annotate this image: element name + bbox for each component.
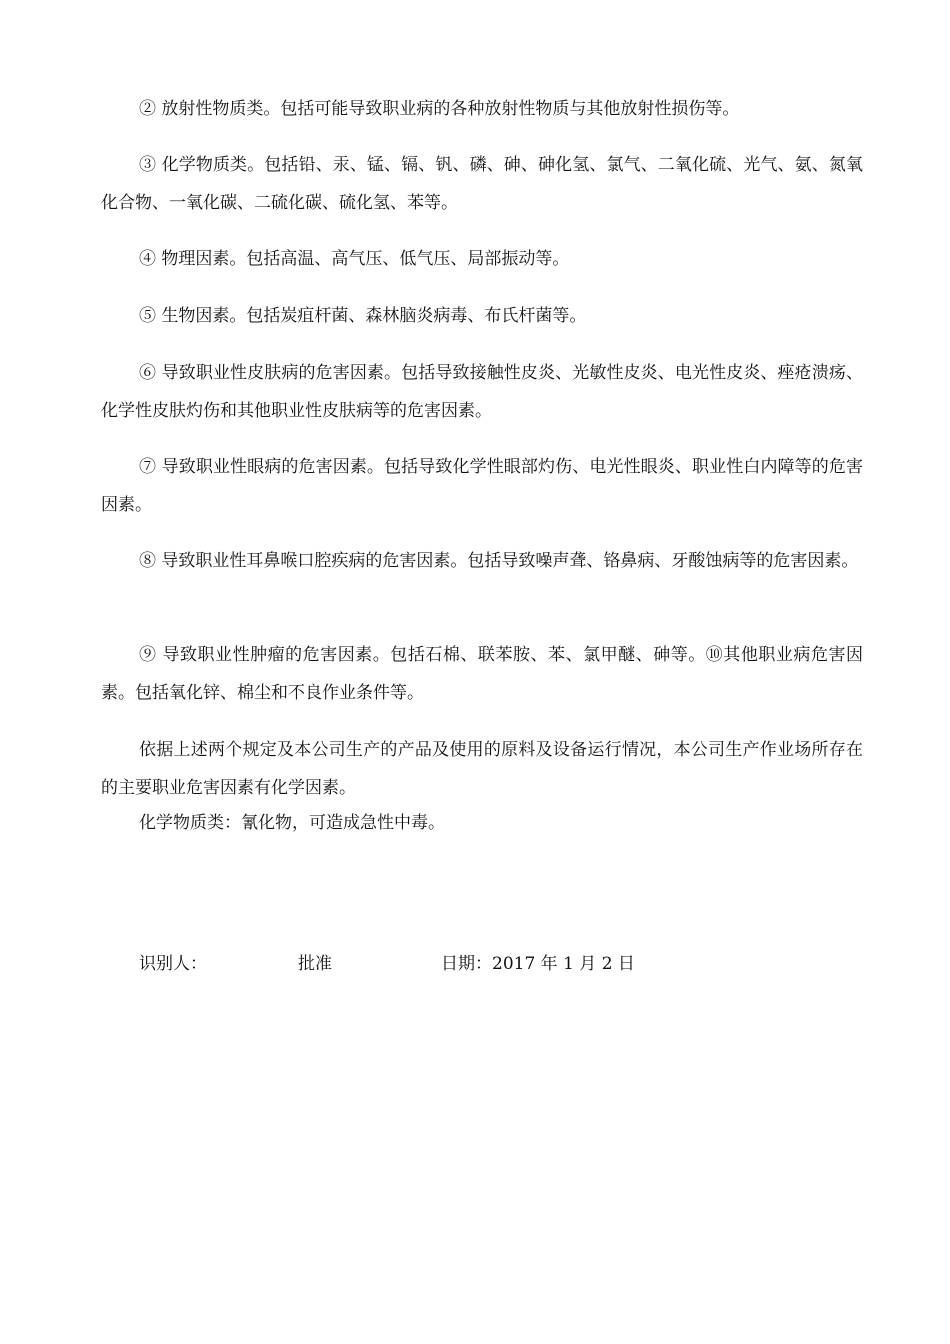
- paragraph-item-4: ④ 物理因素。包括高温、高气压、低气压、局部振动等。: [139, 249, 570, 269]
- identifier-label: 识别人：: [139, 954, 207, 974]
- conclusion-paragraph: 依据上述两个规定及本公司生产的产品及使用的原料及设备运行情况，本公司生产作业场所存在的主要职业危害因素有化学因素。: [101, 740, 863, 798]
- paragraph-item-9: ⑨ 导致职业性肿瘤的危害因素。包括石棉、联苯胺、苯、氯甲醚、砷等。⑩其他职业病危害因素。包括氧化锌、棉尘和不良作业条件等。: [101, 645, 863, 703]
- paragraph-item-6: ⑥ 导致职业性皮肤病的危害因素。包括导致接触性皮炎、光敏性皮炎、电光性皮炎、痤疮溃疡、化学性皮肤灼伤和其他职业性皮肤病等的危害因素。: [101, 363, 863, 421]
- chemical-substance-line: 化学物质类：氰化物，可造成急性中毒。: [139, 813, 445, 833]
- date-label: 日期：2017 年 1 月 2 日: [441, 954, 635, 974]
- paragraph-item-7: ⑦ 导致职业性眼病的危害因素。包括导致化学性眼部灼伤、电光性眼炎、职业性白内障等的危害因素。: [101, 457, 863, 515]
- approver-label: 批准: [298, 954, 332, 974]
- paragraph-item-5: ⑤ 生物因素。包括炭疽杆菌、森林脑炎病毒、布氏杆菌等。: [139, 306, 587, 326]
- paragraph-item-2: ② 放射性物质类。包括可能导致职业病的各种放射性物质与其他放射性损伤等。: [139, 99, 740, 119]
- paragraph-item-3: ③ 化学物质类。包括铅、汞、锰、镉、钒、磷、砷、砷化氢、氯气、二氧化硫、光气、氨、氮氧化合物、一氧化碳、二硫化碳、硫化氢、苯等。: [101, 155, 863, 213]
- paragraph-item-8: ⑧ 导致职业性耳鼻喉口腔疾病的危害因素。包括导致噪声聋、铬鼻病、牙酸蚀病等的危害因素。: [139, 551, 859, 571]
